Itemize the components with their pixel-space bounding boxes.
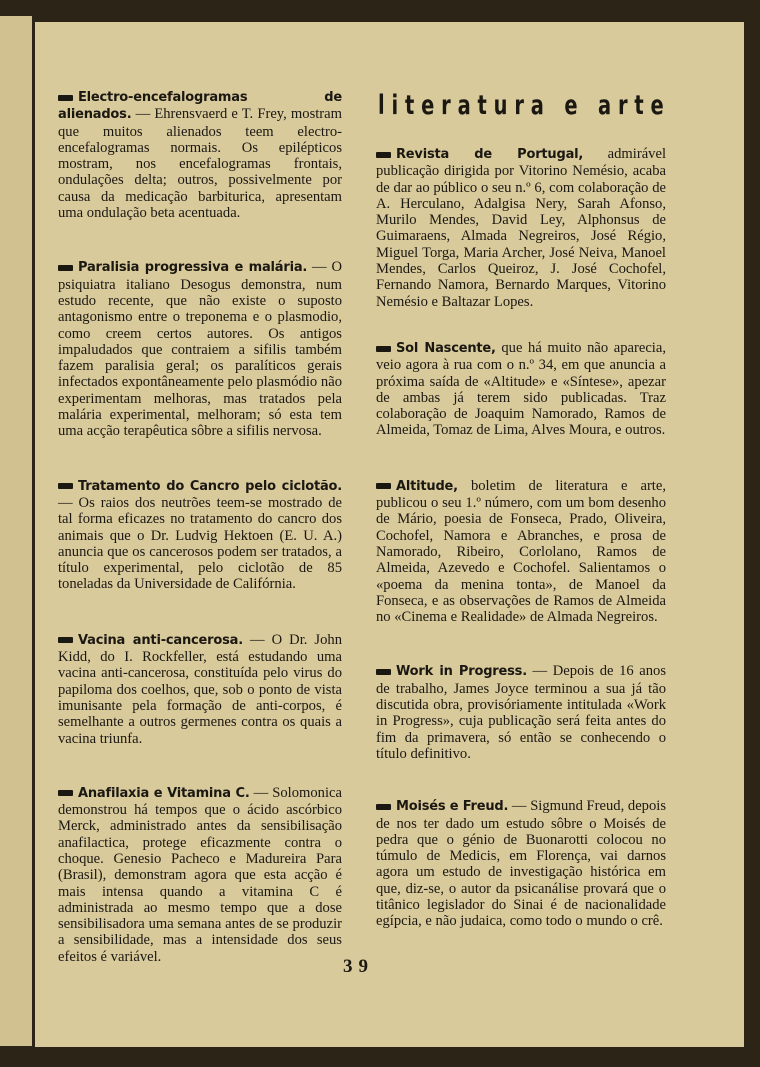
page (35, 22, 744, 1047)
bullet-icon (376, 346, 391, 352)
article-heading: Altitude, (396, 478, 458, 494)
article-heading: Tratamento do Cancro pelo ciclotão. (78, 478, 342, 494)
article-heading: Electro-encefalogramas de alienados. (58, 90, 342, 123)
article-separator: — (508, 798, 531, 815)
article-anafilaxia (58, 785, 342, 965)
article-body: Ehrensvaerd e T. Frey, mostram que muitos alienados teem electro-encefalogramas normais. Os epilépticos mostram, nos encefalogramas frontais, ondulações delta; outros, possivelmente por causa da medicação barbiturica, apresentam uma ondulação beta acentuada. (58, 106, 342, 222)
article-cancro-ciclotao (58, 478, 342, 593)
article-separator (583, 146, 608, 162)
article-separator: — (131, 106, 155, 123)
article-separator: — (58, 494, 79, 511)
article-revista-portugal (376, 146, 666, 310)
bullet-icon (58, 483, 73, 489)
article-heading: Vacina anti-cancerosa. (78, 632, 243, 648)
bullet-icon (58, 790, 73, 796)
article-altitude (376, 478, 666, 626)
article-body: Solomonica demonstrou há tempos que o ácido ascórbico Merck, administrado antes da sensibilisação anafilactica, protege eficazmente contra o choque. Genesio Pacheco e Madureira Para (Brasil), demonstram agora que esta acção é mais intensa quando a vitamina C é administrada ao mesmo tempo que a dose sensibilisadora uma semana antes de se produzir a sensibilidade, mas a intensidade dos seus efeitos é variável. (58, 784, 342, 965)
article-heading: Anafilaxia e Vitamina C. (78, 785, 250, 801)
article-body: O Dr. John Kidd, do I. Rockfeller, está estudando uma vacina anti-cancerosa, constituída pelo virus do papiloma dos coelhos, que, sob o ponto de vista imunisante pela formação de anti-corpos, é semelhante a outros germenes contra os quais a vacina triunfa. (58, 631, 342, 747)
article-paralisia (58, 259, 342, 439)
bullet-icon (376, 669, 391, 675)
bullet-icon (58, 265, 73, 271)
article-body: admirável publicação dirigida por Vitorino Nemésio, acaba de dar ao público o seu n.º 6, com colaboração de A. Herculano, Adalgisa Nery, Sarah Afonso, Murilo Mendes, David Ley, Alphonsus de Guimaraens, Almada Negreiros, José Régio, Miguel Torga, Maria Archer, José Neiva, Manoel Mendes, Carlos Queiroz, J. José Cochofel, Fernando Namora, Bernardo Marques, Vitorino Nemésio e Baltazar Lopes. (376, 146, 667, 310)
bullet-icon (58, 637, 73, 643)
page-number: 39 (343, 956, 374, 977)
article-separator: — (249, 784, 273, 801)
right-column (376, 146, 666, 930)
article-body: que há muito não aparecia, veio agora à rua com o n.º 34, em que anuncia a próxima saída de «Altitude» e «Síntese», apezar de ambas já terem sido publicadas. Traz colaboração de Joaquim Namorado, Ramos de Almeida, Tomaz de Lima, Alves Moura, e outros. (376, 339, 666, 439)
section-title: literatura e arte (378, 90, 671, 121)
article-separator (458, 478, 471, 494)
left-column (58, 89, 342, 965)
article-separator: — (242, 631, 272, 648)
bullet-icon (58, 95, 73, 101)
article-heading: Work in Progress. (396, 664, 527, 680)
bullet-icon (376, 483, 391, 489)
article-body: Sigmund Freud, depois de nos ter dado um estudo sôbre o Moisés de pedra que o génio de Buonarotti colocou no túmulo de Medicis, em Florença, vai darnos agora um estudo de investigação histórica em que, diz-se, o autor da psicanálise provará que o titânico legislador do Sinai é de nacionalidade egípcia, e não judaica, como todo o mundo o crê. (376, 798, 667, 930)
article-electro-encefalogramas (58, 89, 342, 221)
article-body: Depois de 16 anos de trabalho, James Joyce terminou a sua já tão discutida obra, provisóriamente intitulada «Work in Progress», cuja publicação será feita antes do fim da primavera, só então se conhecendo o título definitivo. (376, 663, 667, 762)
bullet-icon (376, 152, 391, 158)
article-heading: Paralisia progressiva e malária. (78, 260, 308, 276)
previous-page-edge (0, 16, 32, 1046)
article-separator: — (307, 259, 332, 276)
article-separator: — (526, 663, 553, 680)
article-heading: Moisés e Freud. (396, 799, 509, 815)
article-vacina (58, 632, 342, 747)
article-heading: Revista de Portugal, (396, 147, 584, 162)
article-body: O psiquiatra italiano Desogus demonstra, num estudo recente, que não existe o suposto antagonismo entre o treponema e o plasmodio, como creem certos autores. Os antigos impaludados que contraiem a sifilis também fazem paralisia geral; os paralíticos gerais infectados expontâneamente pelo plasmódio não experimentam melhoras, mas tratados pela malária experimental, melhoram; só esta tem uma acção terapêutica sôbre a sifilis nervosa. (58, 259, 343, 440)
article-moises-freud (376, 798, 666, 929)
article-body: boletim de literatura e arte, publicou o seu 1.º número, com um bom desenho de Mário, poesia de Fonseca, Prado, Oliveira, Cochofel, Namora e Abranches, e prosa de Namorado, Ribeiro, Corlolano, Ramos de Almeida, Azevedo e Cochofel. Salientamos o «poema da menina tonta», de Manoel da Fonseca, e as observações de Ramos de Almeida no «Cinema e Realidade» de Almada Negreiros. (376, 477, 666, 626)
bullet-icon (376, 804, 391, 810)
article-body: Os raios dos neutrões teem-se mostrado de tal forma eficazes no tratamento do cancro dos animais que o Dr. Ludvig Hektoen (E. U. A.) anuncia que os cancerosos podem ser tratados, a título experimental, pelo ciclotão de 85 toneladas da Universidade de Califórnia. (58, 494, 342, 593)
article-work-in-progress (376, 663, 666, 762)
article-sol-nascente (376, 340, 666, 439)
article-heading: Sol Nascente, (396, 340, 496, 356)
